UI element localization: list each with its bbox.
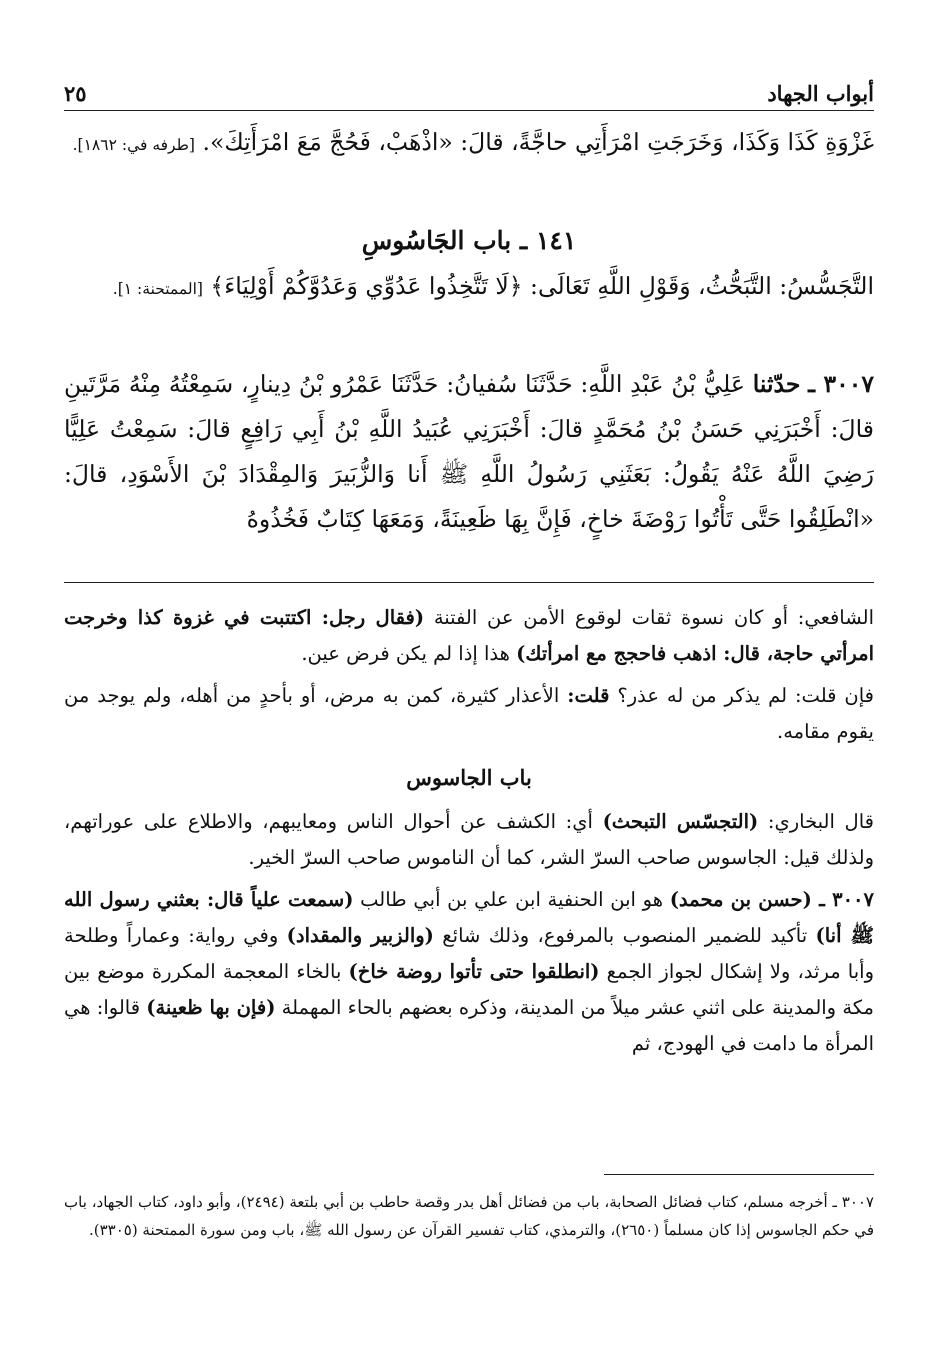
commentary-heading: باب الجاسوس: [406, 765, 532, 790]
commentary-text: الأعذار كثيرة، كمن به مرض، أو بأحدٍ من أهله، ولم يوجد من يقوم مقامه.: [64, 684, 874, 743]
commentary-quote: قلت:: [567, 684, 610, 707]
commentary: [64, 600, 874, 1068]
commentary-text: الشافعي: أو كان نسوة ثقات لوقوع الأمن عن الفتنة: [424, 606, 875, 629]
commentary-quote: (انطلقوا حتى تأتوا روضة خاخ): [348, 960, 600, 983]
commentary-paragraph: [64, 678, 874, 750]
footnote: ٣٠٠٧ ـ أخرجه مسلم، كتاب فضائل الصحابة، باب من فضائل أهل بدر وقصة حاطب بن أبي بلتعة (٢٤٩٤)، وأبو داود، كتاب الجهاد، باب في حكم الجاسوس إذا كان مسلماً (٢٦٥٠)، والترمذي، كتاب تفسير القرآن عن رسول الله ﷺ، باب ومن سورة الممتحنة (٣٣٠٥).: [64, 1193, 874, 1239]
chapter-title: ١٤١ ـ باب الجَاسُوسِ: [361, 226, 577, 255]
commentary-paragraph: [64, 882, 874, 1062]
chapter-reference: [الممتحنة: ١].: [112, 280, 203, 298]
running-title: أبواب الجهاد: [767, 81, 874, 106]
commentary-quote: (حسن بن محمد): [669, 888, 812, 911]
commentary-text: قال البخاري:: [758, 810, 874, 833]
chapter-text: التَّجَسُّسُ: التَّبَحُّثُ، وَقَوْلِ اللَّهِ تَعَالَى: ﴿لَا تَتَّخِذُوا عَدُوِّي وَعَدُوَّكُمْ أَوْلِيَاءَ﴾: [210, 272, 874, 300]
commentary-quote: (والزبير والمقداد): [286, 924, 434, 947]
commentary-paragraph: [64, 600, 874, 672]
hadith-number: ٣٠٠٧ ـ: [808, 370, 874, 398]
intro-paragraph: [64, 120, 874, 168]
commentary-quote: (التجسّس التبحث): [602, 810, 759, 833]
main-divider: [64, 582, 874, 583]
commentary-quote: (فإن بها ظعينة): [146, 996, 276, 1019]
commentary-quote: (فقال رجل: اكتتبت في غزوة كذا وخرجت امرأتي حاجة، قال: اذهب فاحجج مع امرأتك): [64, 606, 874, 665]
commentary-text: هو ابن الحنفية ابن علي بن أبي طالب: [353, 888, 670, 911]
hadith-paragraph: [64, 362, 874, 542]
commentary-text: قالوا: هي المرأة ما دامت في الهودج، ثم: [64, 996, 874, 1055]
commentary-quote: (سمعت علياً قال: بعثني رسول الله ﷺ أنا): [64, 888, 874, 947]
footnote-divider: [604, 1174, 874, 1175]
commentary-text: فإن قلت: لم يذكر من له عذر؟: [609, 684, 874, 707]
chapter-paragraph: [64, 264, 874, 312]
hadith-text: عَلِيُّ بْنُ عَبْدِ اللَّهِ: حَدَّثَنَا سُفيانُ: حَدَّثَنَا عَمْرُو بْنُ دِينارٍ، سَمِعْتُهُ مِنْهُ مَرَّتَينِ قالَ: أَخْبَرَنِي حَسَنُ بْنُ مُحَمَّدٍ قالَ: أَخْبَرَنِي عُبَيدُ اللَّهِ بْنُ أَبِي رَافِعٍ قالَ: سَمِعْتُ عَلِيًّا رَضِيَ اللَّهُ عَنْهُ يَقُولُ: بَعَثَنِي رَسُولُ اللَّهِ ﷺ أَنا وَالزُّبَيرَ وَالمِقْدَادَ بْنَ الأَسْوَدِ، قالَ: «انْطَلِقُوا حَتَّى تَأْتُوا رَوْضَةَ خاخٍ، فَإِنَّ بِهَا ظَعِينَةً، وَمَعَهَا كِتَابٌ فَخُذُوهُ: [64, 370, 874, 533]
commentary-paragraph: [64, 804, 874, 876]
commentary-number: ٣٠٠٧ ـ: [811, 888, 875, 911]
page-number: ٢٥: [64, 81, 87, 106]
commentary-text: تأكيد للضمير المنصوب بالمرفوع، وذلك شائع: [433, 924, 816, 947]
hadith-lead: حدّثنا: [752, 370, 801, 398]
commentary-text: أي: الكشف عن أحوال الناس ومعايبهم، والاطلاع على عوراتهم، ولذلك قيل: الجاسوس صاحب السرّ الشر، كما أن الناموس صاحب السرّ الخير.: [64, 810, 874, 869]
intro-reference: [طرفه في: ١٨٦٢].: [72, 136, 195, 154]
commentary-text: هذا إذا لم يكن فرض عين.: [301, 642, 517, 665]
commentary-text: بالخاء المعجمة المكررة موضع بين مكة والمدينة على اثني عشر ميلاً من المدينة، وذكره بعضهم بالحاء المهملة: [64, 960, 874, 1019]
page-header: [64, 56, 874, 111]
intro-text: غَزْوَةِ كَذَا وَكَذَا، وَخَرَجَتِ امْرَأَتِي حاجَّةً، قالَ: «اذْهَبْ، فَحُجَّ مَعَ امْرَأَتِكَ».: [202, 128, 874, 156]
commentary-text: وفي رواية: وعماراً وطلحة وأبا مرثد، ولا إشكال لجواز الجمع: [64, 924, 874, 983]
